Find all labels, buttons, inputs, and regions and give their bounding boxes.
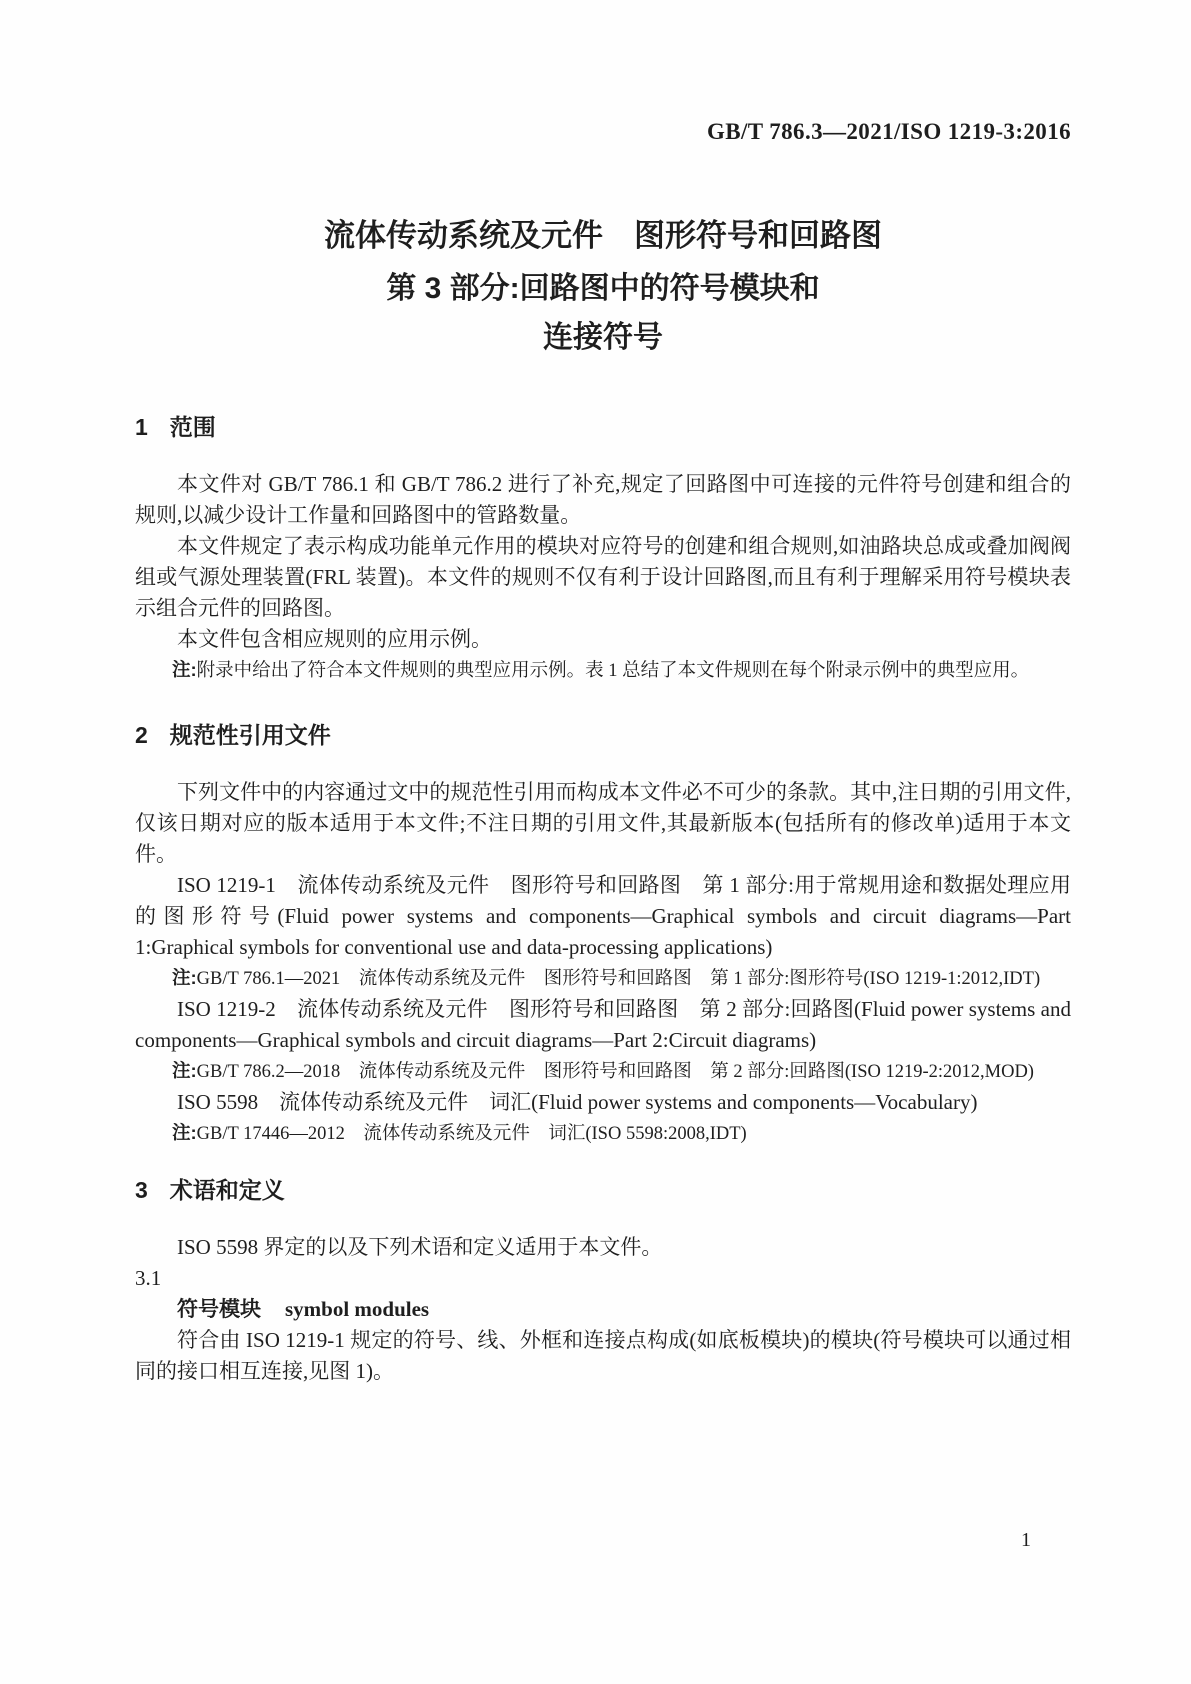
section-3-intro: ISO 5598 界定的以及下列术语和定义适用于本文件。 (177, 1235, 663, 1259)
reference-2-note (172, 1056, 1071, 1087)
reference-entry-1: ISO 1219-1 流体传动系统及元件 图形符号和回路图 第 1 部分:用于常规用途和数据处理应用的图形符号(Fluid power systems and components—Graphical symbols and circuit diagrams—Part 1:Graphical symbols for conventional use and data-processing applications) (135, 873, 1071, 959)
section-1-heading (135, 412, 1071, 442)
note-label: 注: (172, 1122, 197, 1143)
reference-1-note (172, 963, 1071, 994)
section-2-heading-text: 规范性引用文件 (169, 722, 331, 748)
section-2-intro: 下列文件中的内容通过文中的规范性引用而构成本文件必不可少的条款。其中,注日期的引用文件,仅该日期对应的版本适用于本文件;不注日期的引用文件,其最新版本(包括所有的修改单)适用于本文件。 (135, 780, 1071, 866)
section-3-heading-text: 术语和定义 (169, 1177, 285, 1203)
note-label: 注: (172, 967, 197, 988)
note-label: 注: (172, 659, 197, 680)
standard-code: GB/T 786.3—2021/ISO 1219-3:2016 (706, 119, 1071, 144)
section-2-number: 2 (135, 722, 148, 748)
term-title (135, 1294, 1071, 1325)
section-1-paragraph-3: 本文件包含相应规则的应用示例。 (177, 627, 492, 651)
section-3-heading (135, 1175, 1071, 1205)
term-name-zh: 符号模块 (177, 1298, 261, 1321)
reference-entry-2: ISO 1219-2 流体传动系统及元件 图形符号和回路图 第 2 部分:回路图(Fluid power systems and components—Graphical symbols and circuit diagrams—Part 2:Circuit diagrams) (135, 997, 1071, 1052)
section-1-paragraph-2: 本文件规定了表示构成功能单元作用的模块对应符号的创建和组合规则,如油路块总成或叠加阀阀组或气源处理装置(FRL 装置)。本文件的规则不仅有利于设计回路图,而且有利于理解采用符号模块表示组合元件的回路图。 (135, 534, 1071, 620)
note-label: 注: (172, 1060, 197, 1081)
term-number: 3.1 (135, 1266, 162, 1290)
note-text: GB/T 786.2—2018 流体传动系统及元件 图形符号和回路图 第 2 部分:回路图(ISO 1219-2:2012,MOD) (196, 1062, 1034, 1082)
section-1-note (172, 655, 1071, 686)
reference-3-note (172, 1118, 1071, 1149)
document-title-line-1: 流体传动系统及元件 图形符号和回路图 (324, 218, 882, 253)
section-2-heading (135, 720, 1071, 750)
section-3-number: 3 (135, 1177, 148, 1203)
term-definition: 符合由 ISO 1219-1 规定的符号、线、外框和连接点构成(如底板模块)的模块(符号模块可以通过相同的接口相互连接,见图 1)。 (135, 1328, 1071, 1383)
note-text: GB/T 786.1—2021 流体传动系统及元件 图形符号和回路图 第 1 部分:图形符号(ISO 1219-1:2012,IDT) (196, 969, 1041, 989)
term-name-en: symbol modules (285, 1297, 430, 1321)
document-title-line-2: 第 3 部分:回路图中的符号模块和 (386, 272, 820, 305)
document-title-line-3: 连接符号 (543, 321, 663, 354)
section-1-heading-text: 范围 (169, 414, 216, 440)
note-text: GB/T 17446—2012 流体传动系统及元件 词汇(ISO 5598:2008,IDT) (196, 1124, 747, 1144)
note-text: 附录中给出了符合本文件规则的典型应用示例。表 1 总结了本文件规则在每个附录示例中的典型应用。 (196, 661, 1030, 681)
section-1-paragraph-1: 本文件对 GB/T 786.1 和 GB/T 786.2 进行了补充,规定了回路图中可连接的元件符号创建和组合的规则,以减少设计工作量和回路图中的管路数量。 (135, 472, 1071, 527)
reference-entry-3: ISO 5598 流体传动系统及元件 词汇(Fluid power systems and components—Vocabulary) (177, 1090, 978, 1114)
document-title (135, 208, 1071, 362)
page-number: 1 (1021, 1529, 1031, 1551)
section-1-number: 1 (135, 414, 148, 440)
